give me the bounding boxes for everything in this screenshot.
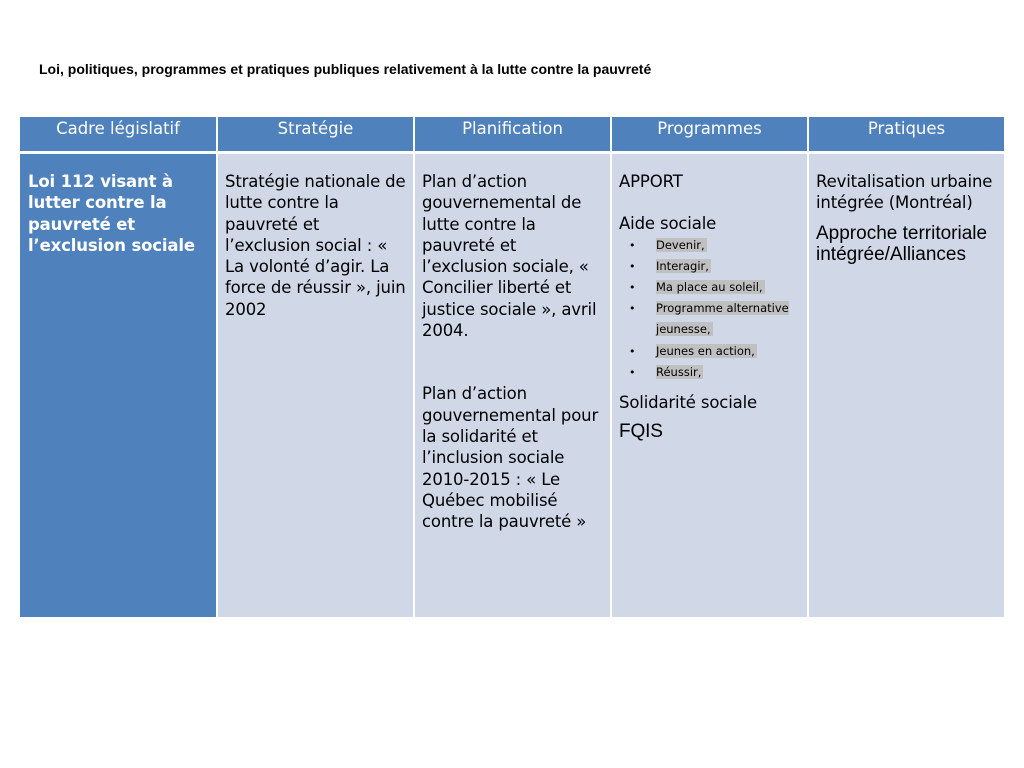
plan-action-2010-text: Plan d’action gouvernemental pour la solidarité et l’inclusion sociale 2010-2015 : « Le Québec mobilisé contre la pauvreté » [422, 384, 599, 532]
spacer [619, 192, 803, 213]
header-planification: Planification [415, 117, 610, 151]
header-pratiques: Pratiques [809, 117, 1004, 151]
list-item [619, 298, 803, 340]
bullet-icon: • [629, 344, 636, 358]
programme-item-label: Jeunes en action, [656, 343, 755, 358]
policy-table [20, 117, 1004, 617]
programme-list [619, 235, 803, 383]
programme-item-label: Interagir, [656, 258, 709, 273]
loi-112-text: Loi 112 visant à lutter contre la pauvreté et l’exclusion sociale [28, 172, 195, 255]
bullet-icon: • [629, 281, 636, 294]
programme-item-label: Programme alternative jeunesse, [656, 301, 789, 337]
plan-action-2004-text: Plan d’action gouvernemental de lutte contre la pauvreté et l’exclusion sociale, « Concilier liberté et justice sociale », avril 2004. [422, 172, 597, 341]
cell-programmes [612, 154, 807, 617]
bullet-icon: • [629, 302, 636, 316]
header-programmes: Programmes [612, 117, 807, 151]
header-strategie: Stratégie [218, 117, 413, 151]
cell-pratiques [809, 154, 1004, 617]
list-item [619, 277, 803, 298]
fqis-text: FQIS [619, 421, 663, 443]
bullet-icon: • [629, 365, 636, 379]
cell-cadre-legislatif [20, 154, 216, 617]
list-item [619, 235, 803, 256]
spacer [816, 214, 1000, 223]
header-cadre-legislatif: Cadre législatif [20, 117, 216, 151]
cell-planification [415, 154, 610, 617]
list-item [619, 362, 803, 383]
aide-sociale-text: Aide sociale [619, 214, 717, 234]
page-title: Loi, politiques, programmes et pratiques publiques relativement à la lutte contre la pauvreté [39, 61, 652, 77]
programme-item-label: Ma place au soleil, [656, 280, 763, 294]
spacer [619, 383, 803, 392]
programme-item-label: Devenir, [656, 237, 705, 252]
apport-text: APPORT [619, 172, 683, 191]
spacer [422, 341, 606, 362]
approche-territoriale-text: Approche territoriale intégrée/Alliances [816, 222, 988, 266]
bullet-icon: • [629, 259, 636, 273]
programme-item-label: Réussir, [656, 364, 702, 379]
cell-strategie [218, 154, 413, 617]
spacer [422, 362, 606, 383]
strategie-nationale-text: Stratégie nationale de lutte contre la pauvreté et l’exclusion social : « La volonté d’agir. La force de réussir », juin 2002 [225, 172, 406, 319]
solidarite-sociale-text: Solidarité sociale [619, 393, 758, 413]
bullet-icon: • [629, 238, 636, 252]
list-item [619, 256, 803, 277]
list-item [619, 341, 803, 362]
revitalisation-text: Revitalisation urbaine intégrée (Montréal) [816, 172, 993, 213]
